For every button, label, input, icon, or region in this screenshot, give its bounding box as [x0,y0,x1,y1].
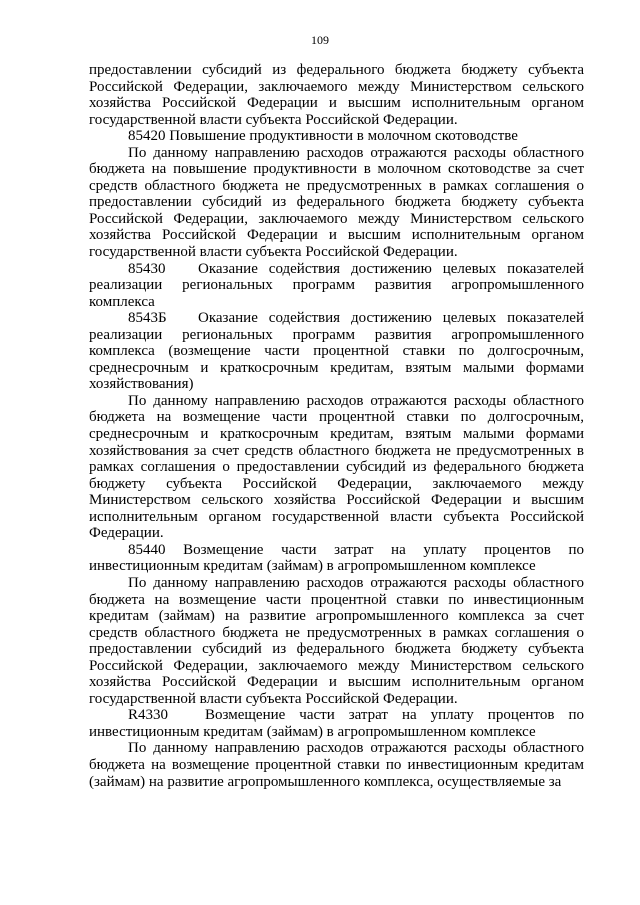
budget-code: R4330 [128,707,169,724]
budget-code: 85420 [128,128,166,145]
paragraph-text: По данному направлению расходов отражаются расходы областного бюджета на повышение продуктивности в молочном скотоводстве за счет средств областного бюджета не предусмотренных в рамках соглашения о предоставлении субсидий из федерального бюджета бюджету субъекта Российской Федерации, заключаемого между Министерством сельского хозяйства Российской Федерации и высшим исполнительным органом государственной власти субъекта Российской Федерации. [89,144,584,261]
section-heading-85420 [89,128,584,145]
paragraph [89,575,584,707]
section-heading-R4330 [89,707,584,740]
section-heading-85430 [89,261,584,311]
budget-code: 85440 [128,541,166,558]
section-title: Оказание содействия достижению целевых показателей реализации региональных программ развития агропромышленного комплекса [89,260,584,310]
paragraph [89,740,584,790]
section-title: Оказание содействия достижению целевых показателей реализации региональных программ развития агропромышленного комплекса (возмещение части процентной ставки по долгосрочным, среднесрочным и краткосрочным кредитам, взятым малыми формами хозяйствования) [89,310,584,393]
document-body [89,62,584,790]
paragraph-text: По данному направлению расходов отражаются расходы областного бюджета на возмещение процентной ставки по инвестиционным кредитам (займам) на развитие агропромышленного комплекса, осуществляемые за [89,740,584,790]
section-title: Возмещение части затрат на уплату процентов по инвестиционным кредитам (займам) в агропромышленном комплексе [89,541,584,575]
paragraph-text: По данному направлению расходов отражаются расходы областного бюджета на возмещение части процентной ставки по инвестиционным кредитам (займам) на развитие агропромышленного комплекса за счет средств областного бюджета не предусмотренных в рамках соглашения о предоставлении субсидий из федерального бюджета бюджету субъекта Российской Федерации, заключаемого между Министерством сельского хозяйства Российской Федерации и высшим исполнительным органом государственной власти субъекта Российской Федерации. [89,574,584,707]
paragraph [89,393,584,542]
paragraph [89,145,584,261]
section-heading-85440 [89,542,584,575]
budget-code: 8543Б [128,310,167,327]
section-title: Повышение продуктивности в молочном скотоводстве [169,128,518,145]
section-title: Возмещение части затрат на уплату процентов по инвестиционным кредитам (займам) в агропромышленном комплексе [89,707,584,740]
paragraph-text: По данному направлению расходов отражаются расходы областного бюджета на возмещение части процентной ставки по долгосрочным, среднесрочным и краткосрочным кредитам, взятым малыми формами хозяйствования за счет средств областного бюджета не предусмотренных в рамках соглашения о предоставлении субсидий из федерального бюджета бюджету субъекта Российской Федерации, заключаемого между Министерством сельского хозяйства Российской Федерации и высшим исполнительным органом государственной власти субъекта Российской Федерации. [89,392,584,542]
page-number: 109 [311,33,329,47]
section-heading-8543B [89,310,584,393]
budget-code: 85430 [128,260,166,277]
paragraph-continuation [89,62,584,128]
paragraph-text: предоставлении субсидий из федерального бюджета бюджету субъекта Российской Федерации, заключаемого между Министерством сельского хозяйства Российской Федерации и высшим исполнительным органом государственной власти субъекта Российской Федерации. [89,62,584,128]
